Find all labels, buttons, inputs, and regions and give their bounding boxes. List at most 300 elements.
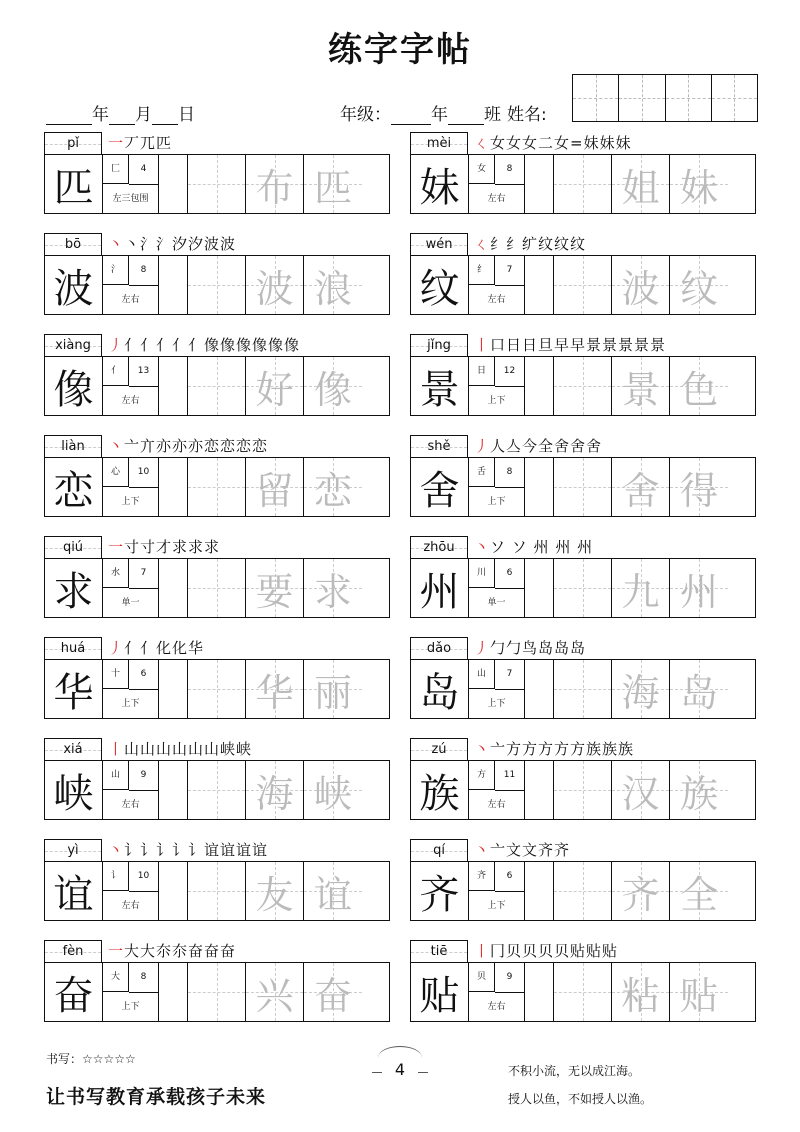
writing-cell[interactable] (304, 256, 362, 314)
trace-character: 要 (255, 569, 294, 614)
writing-cell[interactable] (304, 458, 362, 516)
writing-cell[interactable] (554, 963, 612, 1021)
month-label: 月 (135, 105, 152, 125)
date-line (46, 100, 195, 125)
radical: 齐 (469, 862, 495, 891)
pinyin-box (44, 839, 102, 861)
stroke-count: 7 (495, 256, 524, 286)
stroke-sequence: 勹勹鸟岛岛岛 (490, 639, 587, 657)
char-practice-block (44, 334, 390, 416)
radical: 方 (469, 761, 495, 790)
radical: 水 (103, 559, 129, 588)
grade-label: 年级： (340, 105, 391, 125)
writing-cell[interactable] (670, 458, 728, 516)
writing-cell[interactable] (246, 559, 304, 617)
char-practice-block (44, 839, 390, 921)
model-character: 景 (411, 357, 469, 415)
practice-row (44, 962, 390, 1022)
writing-cell[interactable] (612, 155, 670, 213)
model-character: 奋 (45, 963, 103, 1021)
model-character: 求 (45, 559, 103, 617)
char-practice-block (44, 738, 390, 820)
writing-cell[interactable] (188, 660, 246, 718)
radical: 讠 (103, 862, 129, 891)
stroke-count: 8 (129, 256, 158, 286)
trace-character: 峡 (313, 771, 352, 816)
char-info (103, 256, 159, 314)
year-blank[interactable] (46, 108, 92, 125)
writing-cell[interactable] (670, 559, 728, 617)
writing-cell[interactable] (304, 357, 362, 415)
practice-row (410, 255, 756, 315)
writing-cell[interactable] (159, 155, 188, 213)
writing-cell[interactable] (554, 256, 612, 314)
char-info (469, 862, 525, 920)
structure: 左右 (121, 800, 140, 810)
pinyin-box (410, 233, 468, 255)
writing-cell[interactable] (612, 660, 670, 718)
stroke-sequence: 亠亣亦亦亦恋恋恋恋 (124, 437, 269, 455)
trace-character: 波 (621, 266, 660, 311)
radical: 大 (103, 963, 129, 992)
stroke-count: 9 (495, 963, 524, 993)
first-stroke: 丨 (108, 740, 125, 758)
model-character: 波 (45, 256, 103, 314)
writing-cell[interactable] (188, 458, 246, 516)
writing-cell[interactable] (246, 963, 304, 1021)
structure: 左右 (121, 901, 140, 911)
pinyin: xiàng (55, 338, 91, 353)
pinyin: mèi (426, 136, 452, 151)
char-info (103, 963, 159, 1021)
char-practice-block (410, 334, 756, 416)
trace-character: 海 (621, 670, 660, 715)
first-stroke: 一 (108, 538, 125, 556)
stroke-order (108, 233, 236, 255)
pinyin-box (44, 233, 102, 255)
model-character: 谊 (45, 862, 103, 920)
practice-row (410, 356, 756, 416)
model-character: 齐 (411, 862, 469, 920)
trace-character: 像 (313, 367, 352, 412)
practice-row (410, 154, 756, 214)
writing-cell[interactable] (304, 660, 362, 718)
pinyin-box (410, 940, 468, 962)
practice-row (44, 356, 390, 416)
stroke-sequence: 亻亻化化华 (124, 639, 205, 657)
pinyin: pǐ (67, 136, 79, 151)
char-practice-block (410, 233, 756, 315)
writing-cell[interactable] (670, 963, 728, 1021)
first-stroke: 丶 (108, 235, 125, 253)
char-practice-block (410, 132, 756, 214)
writing-cell[interactable] (159, 862, 188, 920)
first-stroke: 丨 (474, 336, 491, 354)
pinyin-box (410, 536, 468, 558)
writing-cell[interactable] (612, 761, 670, 819)
stroke-order (108, 334, 300, 356)
writing-cell[interactable] (612, 256, 670, 314)
writing-cell[interactable] (525, 862, 554, 920)
page-number-ornament (378, 1046, 422, 1069)
char-info (103, 660, 159, 718)
stroke-order (474, 738, 634, 760)
radical: 女 (469, 155, 495, 184)
first-stroke: 丶 (474, 841, 491, 859)
stroke-order (474, 334, 666, 356)
pinyin: liàn (61, 439, 85, 454)
pinyin-box (44, 940, 102, 962)
first-stroke: 丿 (108, 336, 125, 354)
char-practice-block (44, 132, 390, 214)
writing-cell[interactable] (246, 761, 304, 819)
writing-cell[interactable] (188, 357, 246, 415)
trace-character: 纹 (679, 266, 718, 311)
stroke-sequence: 冂贝贝贝贝贴贴贴 (490, 942, 619, 960)
name-box[interactable] (666, 75, 712, 121)
writing-cell[interactable] (554, 559, 612, 617)
writing-cell[interactable] (246, 357, 304, 415)
char-practice-block (44, 637, 390, 719)
trace-character: 贴 (679, 973, 718, 1018)
structure: 上下 (487, 497, 506, 507)
writing-cell[interactable] (554, 761, 612, 819)
model-character: 像 (45, 357, 103, 415)
writing-cell[interactable] (188, 559, 246, 617)
pinyin: bō (64, 237, 82, 252)
stroke-count: 8 (495, 155, 524, 185)
model-character: 族 (411, 761, 469, 819)
writing-cell[interactable] (525, 963, 554, 1021)
structure: 上下 (121, 1002, 140, 1012)
writing-cell[interactable] (159, 559, 188, 617)
month-blank[interactable] (109, 108, 135, 125)
structure: 上下 (487, 396, 506, 406)
name-boxes[interactable] (572, 74, 758, 122)
model-character: 恋 (45, 458, 103, 516)
trace-character: 丽 (313, 670, 352, 715)
trace-character: 色 (679, 367, 718, 412)
practice-row (410, 760, 756, 820)
practice-row (44, 457, 390, 517)
stroke-order (474, 839, 570, 861)
pinyin: wén (425, 237, 453, 252)
writing-cell[interactable] (159, 357, 188, 415)
writing-cell[interactable] (304, 862, 362, 920)
class-blank[interactable] (448, 108, 484, 125)
char-practice-block (410, 435, 756, 517)
model-character: 匹 (45, 155, 103, 213)
char-info (469, 256, 525, 314)
char-practice-block (44, 233, 390, 315)
stroke-count: 7 (129, 559, 158, 589)
char-info (469, 761, 525, 819)
writing-cell[interactable] (188, 761, 246, 819)
practice-row (44, 154, 390, 214)
trace-character: 留 (255, 468, 294, 513)
trace-character: 岛 (679, 670, 718, 715)
model-character: 岛 (411, 660, 469, 718)
trace-character: 姐 (621, 165, 660, 210)
writing-cell[interactable] (525, 458, 554, 516)
radical: 亻 (103, 357, 129, 386)
writing-cell[interactable] (525, 155, 554, 213)
pinyin-box (410, 132, 468, 154)
stroke-order (474, 233, 586, 255)
trace-character: 得 (679, 468, 718, 513)
name-box[interactable] (619, 75, 665, 121)
stroke-sequence: 亠文文齐齐 (490, 841, 571, 859)
writing-cell[interactable] (670, 256, 728, 314)
structure: 左右 (487, 1002, 506, 1012)
day-label: 日 (178, 105, 195, 125)
slogan: 让书写教育承载孩子未来 (46, 1086, 267, 1108)
stroke-sequence: ソ ソ 州 州 州 (490, 538, 594, 556)
grade-line (340, 100, 547, 125)
trace-character: 齐 (621, 872, 660, 917)
pinyin-box (44, 334, 102, 356)
stroke-sequence: 丶氵氵汐汐波波 (124, 235, 237, 253)
page-number (372, 1060, 428, 1084)
writing-cell[interactable] (554, 862, 612, 920)
pinyin: zú (431, 742, 447, 757)
pinyin: dǎo (426, 641, 452, 656)
stroke-sequence: 丆兀匹 (124, 134, 173, 152)
radical: 纟 (469, 256, 495, 285)
first-stroke: 丿 (474, 437, 491, 455)
stroke-count: 10 (129, 862, 158, 892)
writing-cell[interactable] (188, 256, 246, 314)
trace-character: 谊 (313, 872, 352, 917)
stroke-sequence: 人亼今全舍舍舍 (490, 437, 603, 455)
first-stroke: 一 (108, 942, 125, 960)
practice-row (44, 659, 390, 719)
pinyin-box (410, 334, 468, 356)
rating: 书写：☆☆☆☆☆ (46, 1052, 136, 1066)
trace-character: 布 (255, 165, 294, 210)
first-stroke: 丶 (474, 740, 491, 758)
pinyin-box (410, 637, 468, 659)
pinyin-box (410, 839, 468, 861)
practice-row (410, 659, 756, 719)
pinyin: xiá (63, 742, 83, 757)
writing-cell[interactable] (304, 761, 362, 819)
char-info (469, 155, 525, 213)
writing-cell[interactable] (612, 357, 670, 415)
pinyin: zhōu (423, 540, 455, 555)
radical: 匚 (103, 155, 129, 184)
radical: 日 (469, 357, 495, 386)
writing-cell[interactable] (670, 660, 728, 718)
writing-cell[interactable] (246, 155, 304, 213)
writing-cell[interactable] (246, 862, 304, 920)
writing-cell[interactable] (612, 458, 670, 516)
stroke-order (474, 132, 632, 154)
writing-cell[interactable] (188, 862, 246, 920)
writing-cell[interactable] (554, 357, 612, 415)
writing-cell[interactable] (188, 155, 246, 213)
char-practice-block (410, 839, 756, 921)
writing-cell[interactable] (304, 155, 362, 213)
grade-blank[interactable] (391, 108, 431, 125)
stroke-order (108, 637, 204, 659)
trace-character: 求 (313, 569, 352, 614)
writing-cell[interactable] (159, 761, 188, 819)
char-info (103, 559, 159, 617)
writing-cell[interactable] (525, 559, 554, 617)
quote-line-1: 不积小流，无以成江海。 (508, 1064, 641, 1078)
pinyin-box (410, 738, 468, 760)
model-character: 妹 (411, 155, 469, 213)
name-label: 姓名: (507, 105, 547, 125)
stroke-order (108, 738, 252, 760)
structure: 上下 (487, 699, 506, 709)
writing-cell[interactable] (612, 963, 670, 1021)
first-stroke: 丿 (474, 639, 491, 657)
practice-row (410, 457, 756, 517)
stroke-order (108, 940, 236, 962)
radical: 心 (103, 458, 129, 487)
stroke-count: 7 (495, 660, 524, 690)
writing-cell[interactable] (525, 256, 554, 314)
stroke-sequence: 讠讠讠讠讠谊谊谊谊 (124, 841, 269, 859)
radical: 舌 (469, 458, 495, 487)
structure: 上下 (121, 699, 140, 709)
pinyin: jǐng (427, 338, 451, 353)
quote-line-2: 授人以鱼，不如授人以渔。 (508, 1092, 653, 1106)
page-number-dash (372, 1072, 382, 1073)
trace-character: 州 (679, 569, 718, 614)
char-practice-block (44, 536, 390, 618)
writing-cell[interactable] (304, 559, 362, 617)
stroke-sequence: 女女女二女=妹妹妹 (490, 134, 632, 152)
char-practice-block (410, 738, 756, 820)
pinyin: shě (427, 439, 451, 454)
stroke-count: 12 (495, 357, 524, 387)
writing-cell[interactable] (525, 660, 554, 718)
model-character: 舍 (411, 458, 469, 516)
structure: 左右 (121, 396, 140, 406)
stroke-count: 6 (495, 559, 524, 589)
trace-character: 华 (255, 670, 294, 715)
writing-cell[interactable] (554, 660, 612, 718)
writing-cell[interactable] (670, 357, 728, 415)
day-blank[interactable] (152, 108, 178, 125)
writing-cell[interactable] (304, 963, 362, 1021)
trace-character: 汉 (621, 771, 660, 816)
structure: 左三包围 (112, 194, 149, 204)
pinyin-box (44, 738, 102, 760)
trace-character: 浪 (313, 266, 352, 311)
char-practice-block (44, 435, 390, 517)
writing-cell[interactable] (612, 862, 670, 920)
pinyin: tiē (430, 944, 448, 959)
writing-cell[interactable] (159, 963, 188, 1021)
trace-character: 匹 (313, 165, 352, 210)
practice-row (44, 861, 390, 921)
char-info (103, 862, 159, 920)
first-stroke: 丿 (108, 639, 125, 657)
stroke-order (474, 435, 602, 457)
name-box[interactable] (573, 75, 619, 121)
model-character: 州 (411, 559, 469, 617)
stroke-count: 9 (129, 761, 158, 791)
writing-cell[interactable] (159, 256, 188, 314)
trace-character: 舍 (621, 468, 660, 513)
writing-cell[interactable] (670, 862, 728, 920)
writing-cell[interactable] (525, 761, 554, 819)
stroke-order (108, 536, 220, 558)
char-info (103, 155, 159, 213)
pinyin: yì (67, 843, 79, 858)
writing-cell[interactable] (188, 963, 246, 1021)
stroke-count: 11 (495, 761, 524, 791)
structure: 上下 (121, 497, 140, 507)
pinyin: qiú (62, 540, 84, 555)
pinyin: fèn (62, 944, 84, 959)
stroke-count: 10 (129, 458, 158, 488)
stroke-order (108, 435, 268, 457)
trace-character: 族 (679, 771, 718, 816)
char-info (469, 559, 525, 617)
writing-cell[interactable] (246, 256, 304, 314)
writing-cell[interactable] (670, 155, 728, 213)
first-stroke: 丨 (474, 942, 491, 960)
first-stroke: 一 (108, 134, 125, 152)
writing-cell[interactable] (525, 357, 554, 415)
radical: 氵 (103, 256, 129, 285)
stroke-order (474, 637, 586, 659)
trace-character: 九 (621, 569, 660, 614)
stroke-sequence: 亻亻亻亻亻像像像像像像 (124, 336, 301, 354)
stroke-count: 13 (129, 357, 158, 387)
writing-cell[interactable] (554, 155, 612, 213)
pinyin-box (44, 637, 102, 659)
trace-character: 友 (255, 872, 294, 917)
writing-cell[interactable] (612, 559, 670, 617)
name-box[interactable] (712, 75, 757, 121)
writing-cell[interactable] (246, 660, 304, 718)
writing-cell[interactable] (159, 660, 188, 718)
trace-character: 妹 (679, 165, 718, 210)
practice-row (410, 558, 756, 618)
structure: 单一 (121, 598, 140, 608)
pinyin-box (44, 536, 102, 558)
char-info (469, 458, 525, 516)
stroke-count: 8 (129, 963, 158, 993)
page-number-text: 4 (394, 1060, 406, 1079)
trace-character: 全 (679, 872, 718, 917)
stroke-order (474, 940, 618, 962)
first-stroke: 丶 (474, 538, 491, 556)
writing-cell[interactable] (670, 761, 728, 819)
trace-character: 恋 (313, 468, 352, 513)
pinyin: huá (60, 641, 86, 656)
stroke-sequence: 山山山山山山峡峡 (124, 740, 253, 758)
stroke-sequence: 口日日旦早早景景景景景 (490, 336, 667, 354)
writing-cell[interactable] (554, 458, 612, 516)
trace-character: 海 (255, 771, 294, 816)
practice-row (410, 962, 756, 1022)
page-number-dash (418, 1072, 428, 1073)
stroke-count: 4 (129, 155, 158, 185)
char-practice-block (44, 940, 390, 1022)
writing-cell[interactable] (159, 458, 188, 516)
practice-row (410, 861, 756, 921)
writing-cell[interactable] (246, 458, 304, 516)
radical: 山 (469, 660, 495, 689)
structure: 上下 (487, 901, 506, 911)
